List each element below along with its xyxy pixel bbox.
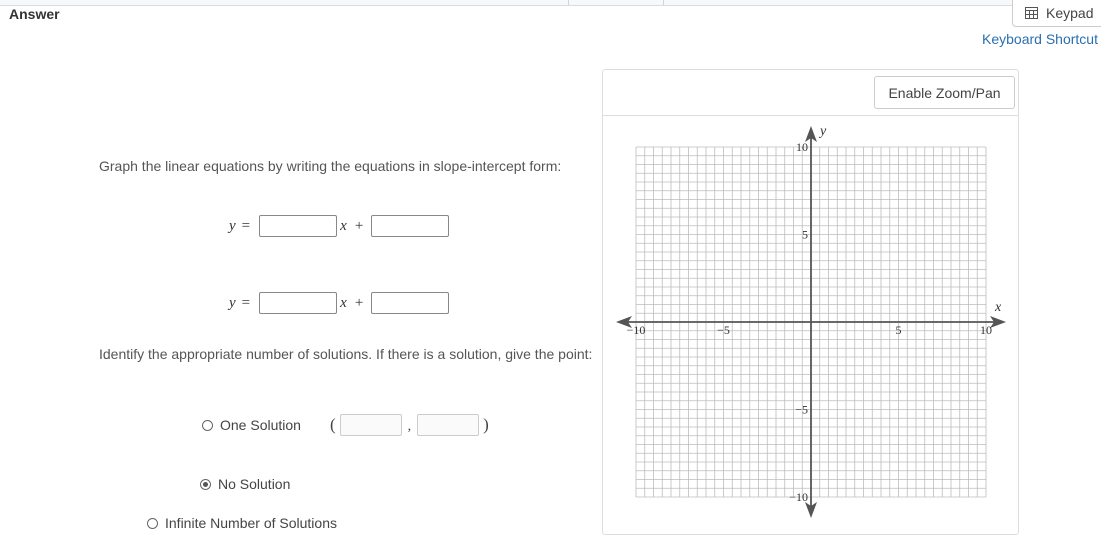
equation-variable: x — [340, 294, 347, 311]
y-tick-label: 5 — [802, 227, 808, 242]
equals-sign: = — [241, 217, 251, 234]
y-tick-label: −10 — [789, 490, 808, 504]
graph-instruction: Graph the linear equations by writing the equations in slope-intercept form: — [99, 158, 562, 174]
x-tick-label: −10 — [626, 323, 646, 337]
solutions-prompt: Identify the appropriate number of solutions. If there is a solution, give the point: — [99, 346, 593, 362]
keypad-label: Keypad — [1046, 5, 1094, 21]
y-tick-label: −5 — [795, 402, 808, 417]
equation-variable: x — [340, 217, 347, 234]
equation-lhs: y — [229, 217, 236, 234]
enable-zoom-pan-button[interactable]: Enable Zoom/Pan — [874, 76, 1015, 109]
keyboard-shortcuts-link[interactable]: Keyboard Shortcut — [982, 31, 1098, 47]
x-tick-label: 10 — [980, 323, 992, 337]
x-axis-label: x — [995, 300, 1002, 315]
x-tick-label: −5 — [717, 323, 730, 337]
plus-sign: + — [354, 217, 364, 234]
option-label: Infinite Number of Solutions — [165, 515, 337, 531]
option-label: One Solution — [220, 417, 301, 433]
y-tick-label: 10 — [796, 140, 808, 154]
equation-lhs: y — [229, 294, 236, 311]
y-axis-label: y — [820, 124, 827, 139]
equals-sign: = — [241, 294, 251, 311]
x-tick-label: 5 — [895, 323, 902, 337]
answer-label: Answer — [9, 6, 60, 22]
close-paren: ) — [483, 415, 489, 434]
open-paren: ( — [330, 415, 336, 434]
comma: , — [407, 419, 412, 434]
option-label: No Solution — [218, 476, 291, 492]
plus-sign: + — [354, 294, 364, 311]
